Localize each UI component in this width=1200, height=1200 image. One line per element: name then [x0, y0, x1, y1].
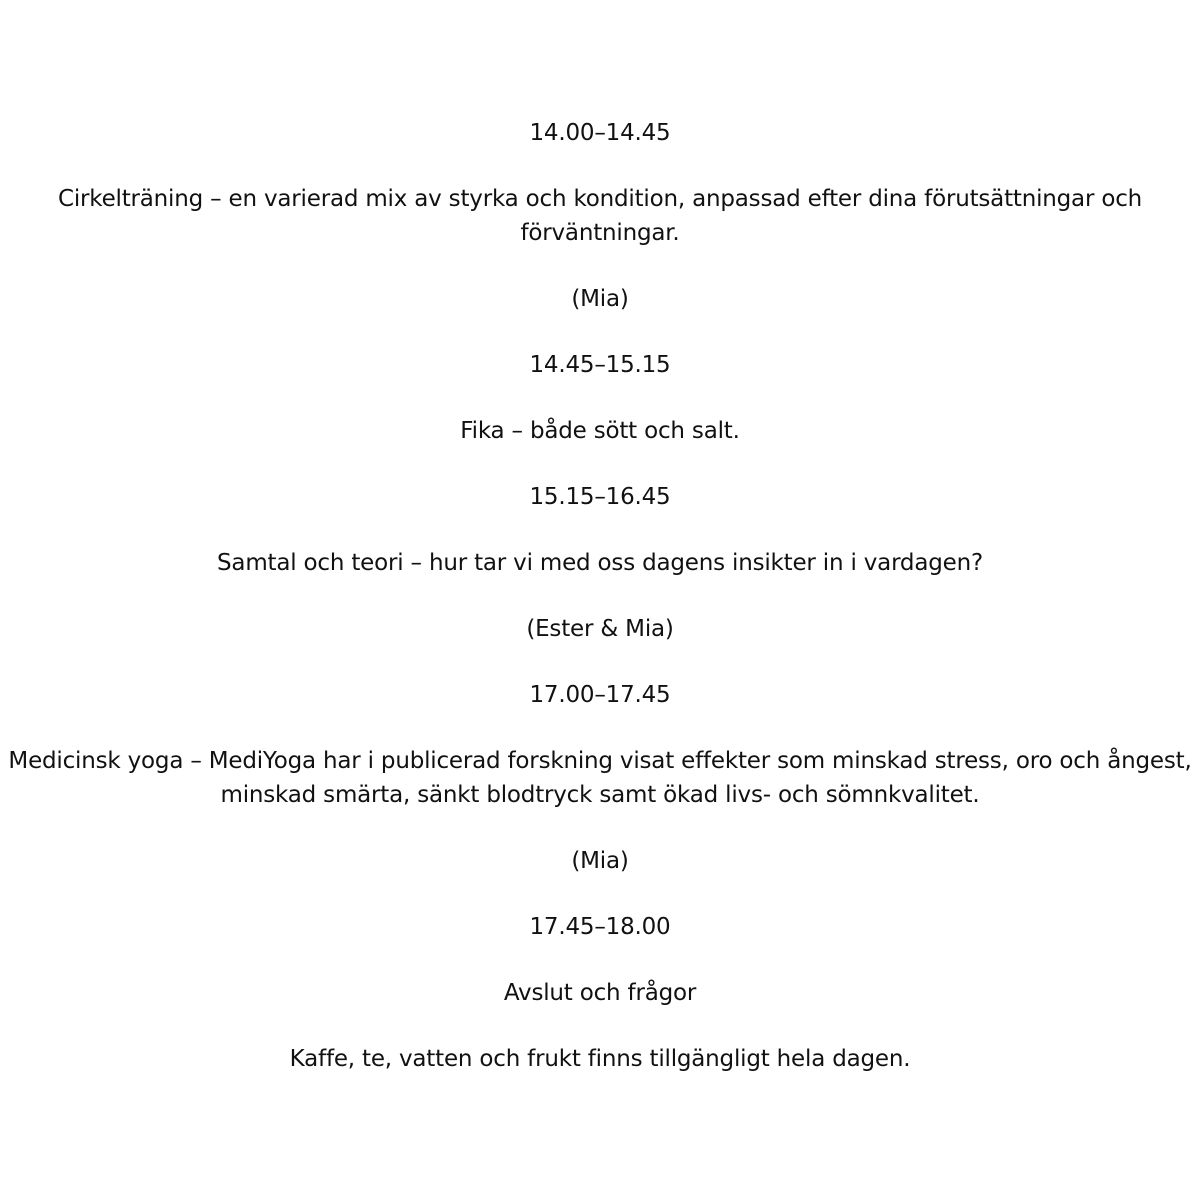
time-slot-5: 17.45–18.00: [529, 914, 671, 940]
leader-4: (Mia): [571, 848, 629, 874]
time-slot-4: 17.00–17.45: [529, 682, 671, 708]
activity-talk-and-theory: Samtal och teori – hur tar vi med oss dagens insikter in i vardagen?: [217, 550, 983, 576]
schedule: [0, 116, 1200, 1076]
footer-note: Kaffe, te, vatten och frukt finns tillgängligt hela dagen.: [289, 1046, 911, 1072]
activity-circuit-training: Cirkelträning – en varierad mix av styrka och kondition, anpassad efter dina förutsättningar och förväntningar.: [57, 186, 1143, 246]
leader-1: (Mia): [571, 286, 629, 312]
time-slot-1: 14.00–14.45: [529, 120, 671, 146]
activity-medical-yoga: Medicinsk yoga – MediYoga har i publicerad forskning visat effekter som minskad stress, oro och ångest, minskad smärta, sänkt blodtryck samt ökad livs- och sömnkvalitet.: [8, 748, 1192, 808]
activity-fika: Fika – både sött och salt.: [460, 418, 740, 444]
time-slot-3: 15.15–16.45: [529, 484, 671, 510]
leader-3: (Ester & Mia): [526, 616, 674, 642]
activity-closing-questions: Avslut och frågor: [503, 980, 697, 1006]
time-slot-2: 14.45–15.15: [529, 352, 671, 378]
